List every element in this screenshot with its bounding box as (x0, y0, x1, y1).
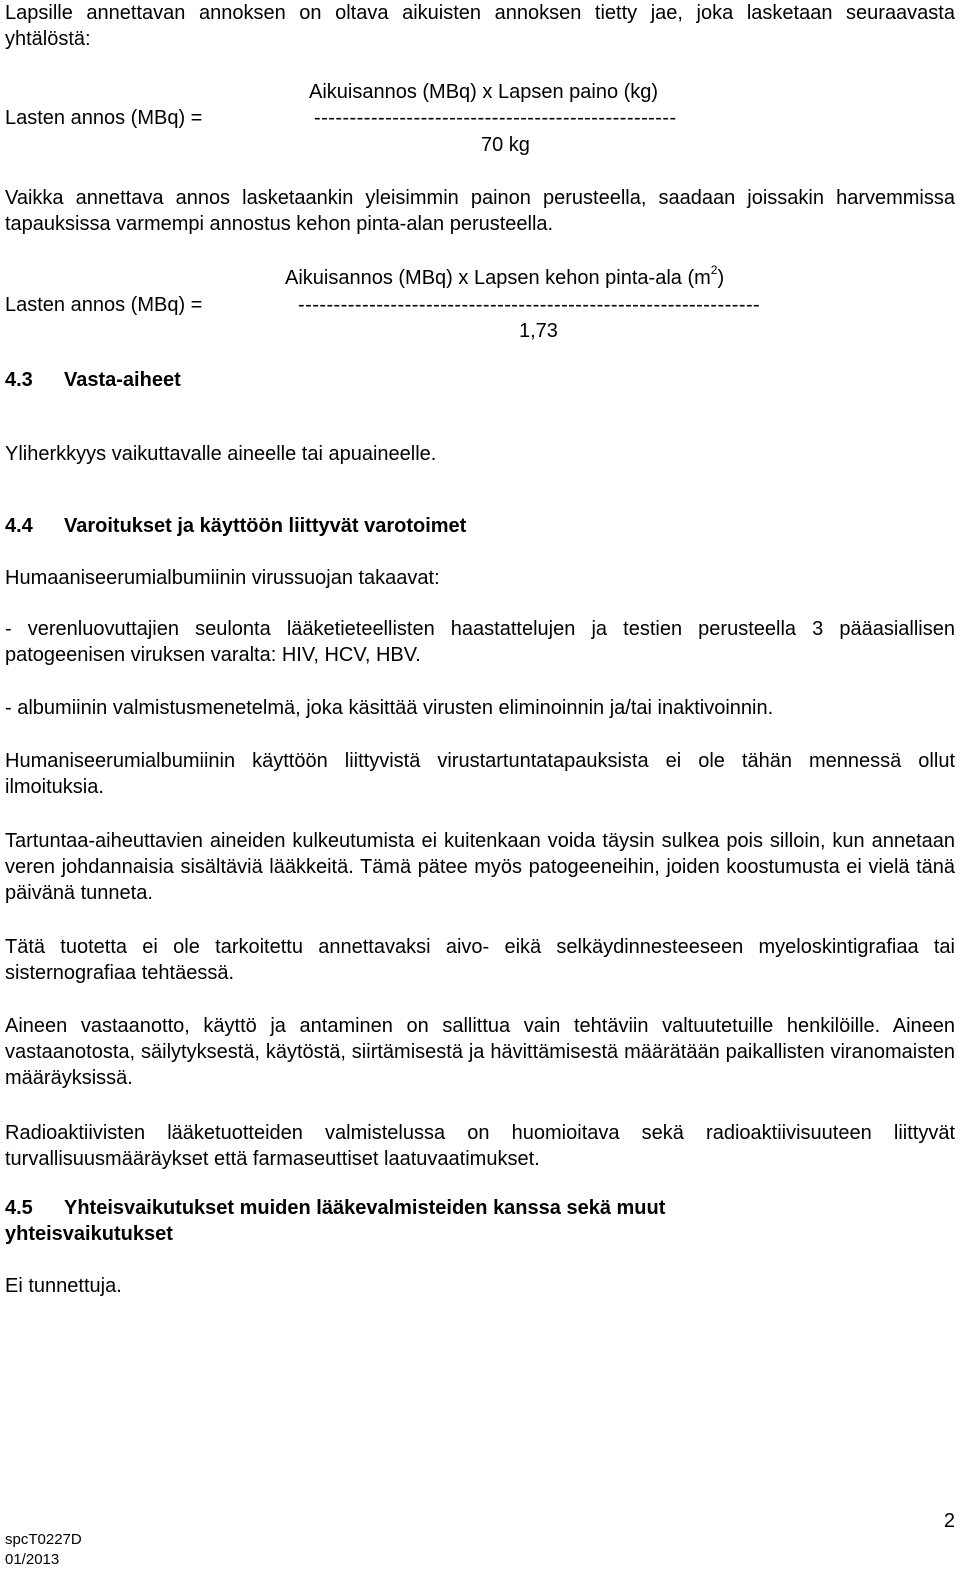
formula-denominator: 70 kg (481, 134, 530, 156)
section-number: 4.3 (5, 369, 33, 391)
page-number: 2 (943, 1510, 955, 1532)
formula-fraction-line: ----------------------------------------------------------------- (298, 294, 761, 316)
formula-numerator: Aikuisannos (MBq) x Lapsen kehon pinta-ala $(m^2)$ (285, 263, 725, 289)
section-title: Vasta-aiheet (64, 369, 181, 391)
formula-denominator: 1,73 (519, 320, 558, 342)
area-paragraph: Vaikka annettava annos lasketaankin yleisimmin painon perusteella, saadaan joissakin harvemmissa tapauksissa varmempi annostus kehon pinta-alan perusteella. (5, 187, 955, 235)
interactions-text: Ei tunnettuja. (5, 1275, 122, 1297)
virus-safety-intro: Humaaniseerumialbumiinin virussuojan takaavat: (5, 567, 440, 589)
document-date: 01/2013 (5, 1551, 60, 1568)
formula-fraction-line: --------------------------------------------------- (314, 107, 677, 129)
section-title: Varoitukset ja käyttöön liittyvät varotoimet (64, 515, 467, 537)
contraindications-text: Yliherkkyys vaikuttavalle aineelle tai apuaineelle. (5, 443, 437, 465)
bullet-manufacturing: - albumiinin valmistusmenetelmä, joka käsittää virusten eliminoinnin ja/tai inaktivoinnin. (5, 697, 774, 719)
paragraph-handling: Aineen vastaanotto, käyttö ja antaminen on sallittua vain tehtäviin valtuutetuille henkilöille. Aineen vastaanotosta, säilytyksestä, käytöstä, siirtämisestä ja hävittämisestä määrätään paikallisten viranomaisten määräyksissä. (5, 1015, 955, 1089)
formula-label: Lasten annos (MBq) = (5, 294, 203, 316)
paragraph-transmission: Tartuntaa-aiheuttavien aineiden kulkeutumista ei kuitenkaan voida täysin sulkea pois silloin, kun annetaan veren johdannaisia sisältäviä lääkkeitä. Tämä pätee myös patogeeneihin, joiden koostumusta ei vielä tänä päivänä tunneta. (5, 830, 955, 904)
section-number: 4.5 (5, 1197, 33, 1219)
intro-paragraph: Lapsille annettavan annoksen on oltava aikuisten annoksen tietty jae, joka lasketaan seuraavasta yhtälöstä: (5, 2, 955, 50)
paragraph-radioactive: Radioaktiivisten lääketuotteiden valmistelussa on huomioitava sekä radioaktiivisuuteen liittyvät turvallisuusmääräykset että farmaseuttiset laatuvaatimukset. (5, 1122, 955, 1170)
section-title: Yhteisvaikutukset muiden lääkevalmisteiden kanssa sekä muut yhteisvaikutukset (5, 1197, 666, 1245)
section-number: 4.4 (5, 515, 33, 537)
paragraph-not-intended: Tätä tuotetta ei ole tarkoitettu annettavaksi aivo- eikä selkäydinnesteeseen myeloskintigrafiaa tai sisternografiaa tehtäessä. (5, 936, 955, 984)
document-code: spcT0227D (5, 1531, 82, 1548)
formula-numerator: Aikuisannos (MBq) x Lapsen paino (kg) (309, 81, 659, 103)
formula-label: Lasten annos (MBq) = (5, 107, 203, 129)
bullet-donor-screening: - verenluovuttajien seulonta lääketieteellisten haastattelujen ja testien perusteella 3 pääasiallisen patogeenisen viruksen varalta: HIV, HCV, HBV. (5, 618, 955, 666)
paragraph-no-reports: Humaniseerumialbumiinin käyttöön liittyvistä virustartuntatapauksista ei ole tähän mennessä ollut ilmoituksia. (5, 750, 955, 798)
